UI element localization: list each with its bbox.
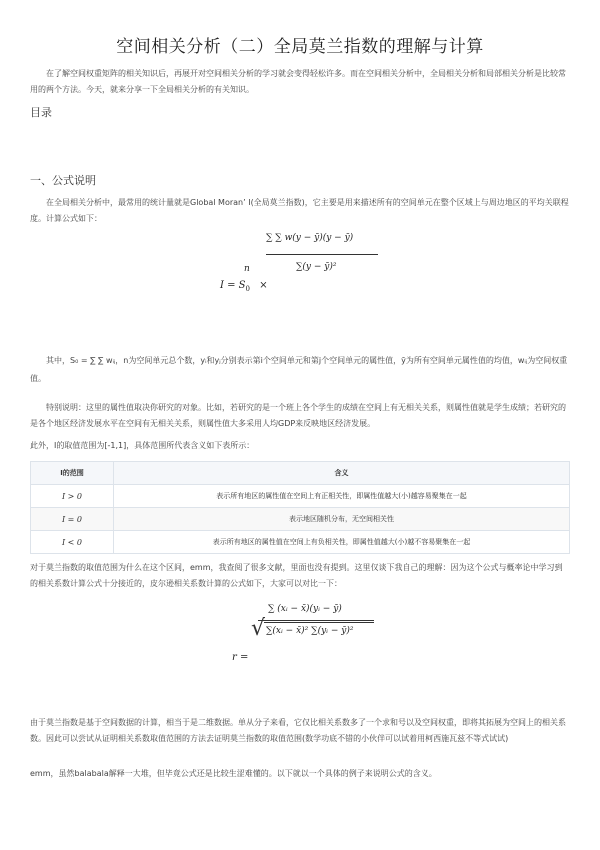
table-cell-range: I < 0 <box>31 531 114 554</box>
example-intro: emm，虽然balabala解释一大堆，但毕竟公式还是比较生涩难懂的。以下就以一个具体的例子来说明公式的含义。 <box>30 769 437 778</box>
formula-fraction-bar <box>266 254 378 255</box>
intro-paragraph: 在了解空间权重矩阵的相关知识后，再展开对空间相关分析的学习就会变得轻松许多。而在空间相关分析中，全局相关分析和局部相关分析是比较常用的两个方法。今天，就来分享一下全局相关分析的有关知识。 <box>30 69 566 94</box>
table-header-row <box>31 462 570 485</box>
table-cell-range: I > 0 <box>31 485 114 508</box>
table-cell-meaning: 表示地区随机分布，无空间相关性 <box>114 508 570 531</box>
table-cell-meaning: 表示所有地区的属性值在空间上有负相关性，即属性值越大(小)越不容易聚集在一起 <box>114 531 570 554</box>
table-cell-range: I = 0 <box>31 508 114 531</box>
table-row <box>31 531 570 554</box>
table-row <box>31 485 570 508</box>
range-intro: 此外，I的取值范围为[-1,1]，具体范围所代表含义如下表所示： <box>30 441 255 450</box>
table-header-range: I的范围 <box>31 462 114 485</box>
pearson-fraction-bar <box>258 620 374 621</box>
formula-numerator: ∑ ∑ w(y − ȳ)(y − ȳ) <box>266 233 354 243</box>
formula-n: n <box>244 264 250 274</box>
special-note: 特别说明：这里的属性值取决你研究的对象。比如，若研究的是一个班上各个学生的成绩在空间上有无相关关系，则属性值就是学生成绩；若研究的是各个地区经济发展水平在空间有无相关关系，则属性值大多采用人均GDP来反映地区经济发展。 <box>30 403 566 428</box>
pearson-lhs: r = <box>232 652 249 663</box>
range-table <box>30 461 570 554</box>
range-discussion: 对于莫兰指数的取值范围为什么在这个区间，emm，我查阅了很多文献，里面也没有提到。这里仅谈下我自己的理解：因为这个公式与概率论中学习到的相关系数计算公式十分接近的，皮尔逊相关系数计算的公式如下，大家可以对比一下： <box>30 563 563 588</box>
pearson-numerator: ∑ (xᵢ − x̄)(yᵢ − ȳ) <box>268 604 342 614</box>
formula-lhs: $I = S_0$ × <box>220 280 268 293</box>
formula-denominator: ∑(y − ȳ)² <box>296 262 337 272</box>
table-header-meaning: 含义 <box>114 462 570 485</box>
table-row <box>31 508 570 531</box>
article-title: 空间相关分析（二）全局莫兰指数的理解与计算 <box>116 37 484 57</box>
formula-intro-paragraph: 在全局相关分析中，最常用的统计量就是Global Moran’ I(全局莫兰指数)，它主要是用来描述所有的空间单元在整个区域上与周边地区的平均关联程度。计算公式如下： <box>30 198 569 223</box>
sqrt-bar <box>264 622 374 623</box>
extension-paragraph: 由于莫兰指数是基于空间数据的计算，相当于是二维数据。单从分子来看，它仅比相关系数多了一个求和号以及空间权重，即将其拓展为空间上的相关系数。因此可以尝试从证明相关系数取值范围的方法去证明莫兰指数的取值范围(数学功底不错的小伙伴可以试着用柯西施瓦兹不等式试试) <box>30 718 566 743</box>
toc-label: 目录 <box>30 106 52 119</box>
symbol-explanation: 其中，S₀ = ∑ ∑ wᵢⱼ，n为空间单元总个数，yᵢ和yⱼ分别表示第i个空间单元和第j个空间单元的属性值，ȳ为所有空间单元属性值的均值，wᵢⱼ为空间权重值。 <box>30 356 568 383</box>
section-heading: 一、公式说明 <box>30 174 96 187</box>
table-cell-meaning: 表示所有地区的属性值在空间上有正相关性，即属性值越大(小)越容易聚集在一起 <box>114 485 570 508</box>
sqrt-icon: √ <box>251 616 266 641</box>
pearson-denominator: ∑(xᵢ − x̄)² ∑(yᵢ − ȳ)² <box>266 626 354 636</box>
